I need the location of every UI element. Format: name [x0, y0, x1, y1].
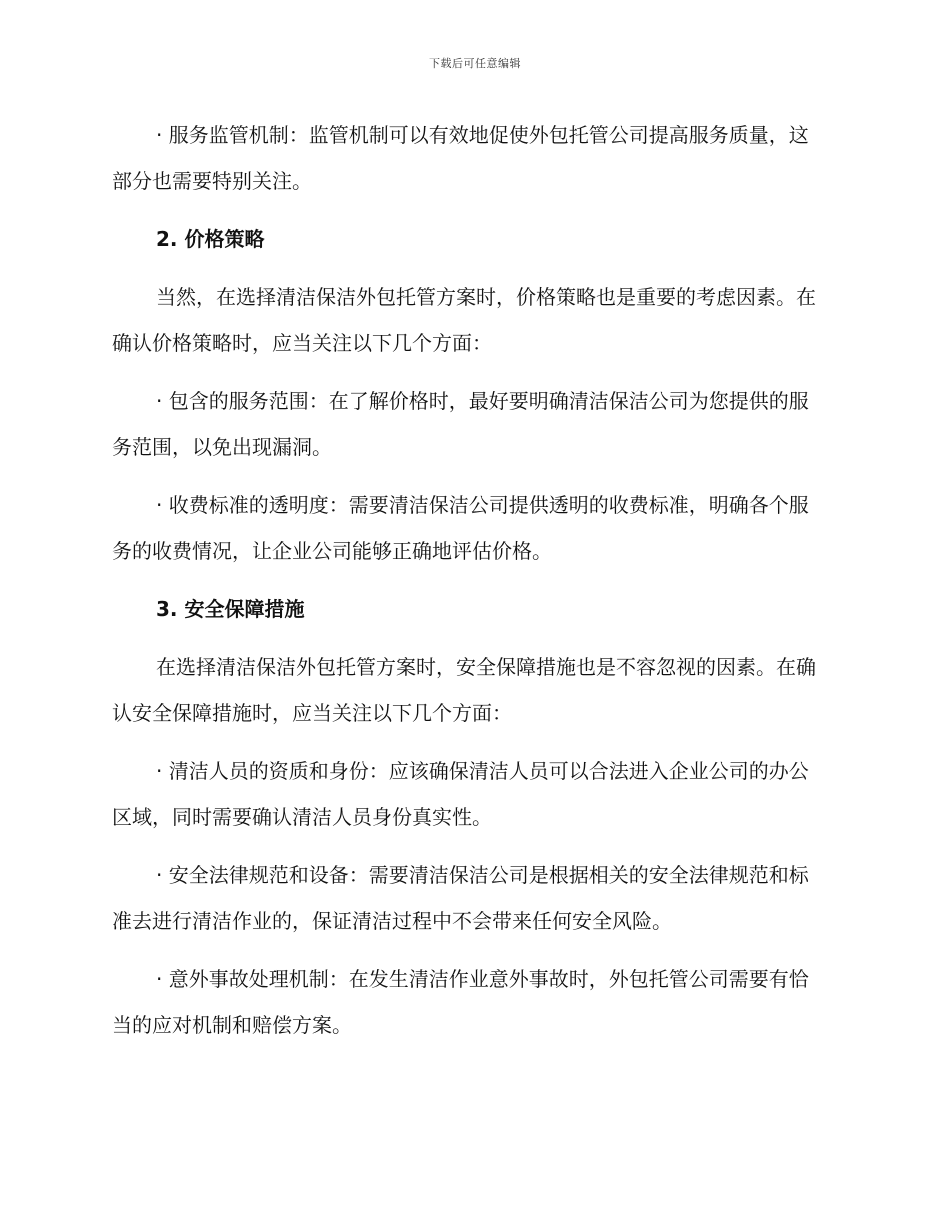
document-body [112, 112, 826, 1060]
page-header: 下载后可任意编辑 [429, 57, 521, 70]
paragraph-safety-regulations: · 安全法律规范和设备：需要清洁保洁公司是根据相关的安全法律规范和标准去进行清洁作业的，保证清洁过程中不会带来任何安全风险。 [112, 863, 809, 933]
paragraph-staff-qualification: · 清洁人员的资质和身份：应该确保清洁人员可以合法进入企业公司的办公区域，同时需要确认清洁人员身份真实性。 [112, 759, 809, 829]
paragraph-safety-intro: 在选择清洁保洁外包托管方案时，安全保障措施也是不容忽视的因素。在确认安全保障措施时，应当关注以下几个方面： [112, 655, 816, 725]
paragraph-price-intro: 当然，在选择清洁保洁外包托管方案时，价格策略也是重要的考虑因素。在确认价格策略时，应当关注以下几个方面： [112, 285, 816, 355]
paragraph-fee-transparency: · 收费标准的透明度：需要清洁保洁公司提供透明的收费标准，明确各个服务的收费情况，让企业公司能够正确地评估价格。 [112, 493, 809, 563]
section-heading-safety-measures: 3. 安全保障措施 [156, 597, 305, 621]
paragraph-service-scope: · 包含的服务范围：在了解价格时，最好要明确清洁保洁公司为您提供的服务范围，以免出现漏洞。 [112, 389, 809, 459]
paragraph-service-supervision: · 服务监管机制：监管机制可以有效地促使外包托管公司提高服务质量，这部分也需要特别关注。 [112, 123, 809, 193]
paragraph-accident-handling: · 意外事故处理机制：在发生清洁作业意外事故时，外包托管公司需要有恰当的应对机制和赔偿方案。 [112, 967, 809, 1037]
section-heading-price-strategy: 2. 价格策略 [156, 227, 265, 251]
